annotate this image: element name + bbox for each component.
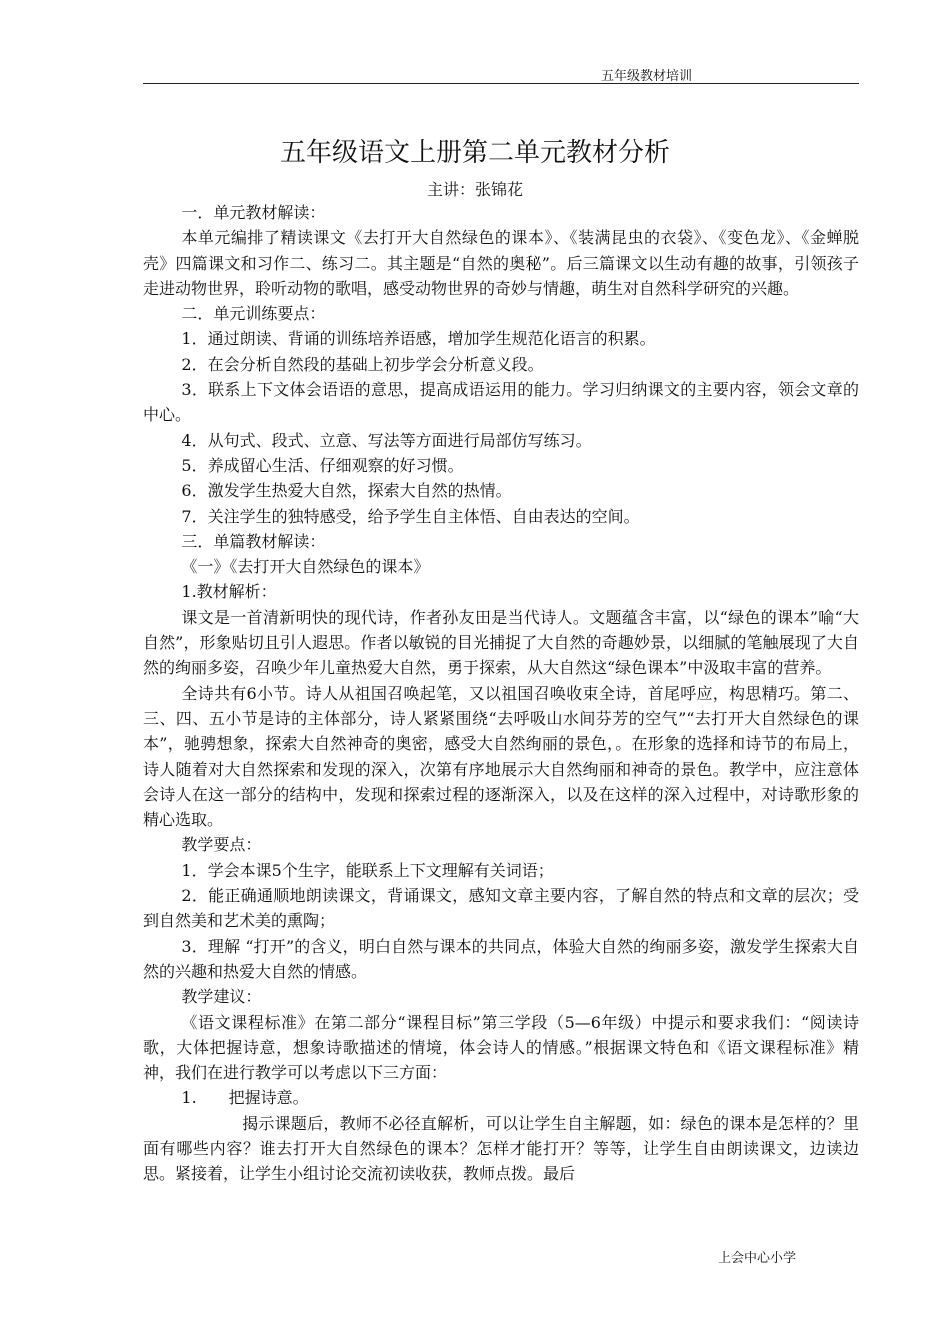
- page-header: 五年级教材培训: [600, 69, 692, 84]
- header-rule: [143, 83, 859, 84]
- section-heading: 三．单篇教材解读：: [181, 531, 326, 551]
- list-item: 1. 把握诗意。: [181, 1088, 309, 1108]
- list-item: 2．能正确通顺地朗读课文，背诵课文，感知文章主要内容，了解自然的特点和文章的层次；受到自然美和艺术美的熏陶；: [143, 886, 859, 931]
- document-body: [143, 200, 859, 1187]
- list-item: 6．激发学生热爱大自然，探索大自然的热情。: [181, 481, 512, 501]
- paragraph: 本单元编排了精读课文《去打开大自然绿色的课本》、《装满昆虫的衣袋》、《变色龙》、《金蝉脱壳》四篇课文和习作二、练习二。其主题是“自然的奥秘”。后三篇课文以生动有趣的故事，引领孩子走进动物世界，聆听动物的歌唱，感受动物世界的奇妙与情趣，萌生对自然科学研究的兴趣。: [143, 228, 859, 298]
- list-item: 7．关注学生的独特感受，给予学生自主体悟、自由表达的空间。: [181, 506, 640, 526]
- subsection-heading: 教学要点：: [181, 835, 262, 855]
- section-heading: 二．单元训练要点：: [181, 304, 326, 324]
- paragraph: 《语文课程标准》在第二部分“课程目标”第三学段（5—6年级）中提示和要求我们：“阅读诗歌，大体把握诗意，想象诗歌描述的情境，体会诗人的情感。”根据课文特色和《语文课程标准》精神，我们在进行教学可以考虑以下三方面：: [143, 1012, 859, 1083]
- list-item: 2．在会分析自然段的基础上初步学会分析意义段。: [181, 354, 544, 374]
- lesson-heading: 《一》《去打开大自然绿色的课本》: [181, 557, 430, 577]
- list-item: 3．理解 “打开”的含义，明白自然与课本的共同点，体验大自然的绚丽多姿，激发学生探索大自然的兴趣和热爱大自然的情感。: [143, 936, 859, 981]
- document-title: 五年级语文上册第二单元教材分析: [279, 138, 670, 168]
- paragraph: 揭示课题后，教师不必径直解析，可以让学生自主解题，如：绿色的课本是怎样的？里面有哪些内容？谁去打开大自然绿色的课本？怎样才能打开？等等，让学生自由朗读课文，边读边思。紧接着，让学生小组讨论交流初读收获，教师点拨。最后: [143, 1113, 859, 1184]
- list-item: 5．养成留心生活、仔细观察的好习惯。: [181, 455, 464, 475]
- page-footer: 上会中心小学: [718, 1251, 797, 1266]
- section-heading: 一．单元教材解读：: [181, 203, 326, 222]
- list-item: 3．联系上下文体会语语的意思，提高成语运用的能力。学习归纳课文的主要内容，领会文章的中心。: [143, 380, 859, 425]
- list-item: 4．从句式、段式、立意、写法等方面进行局部仿写练习。: [181, 430, 592, 450]
- list-item: 1．学会本课5个生字，能联系上下文理解有关词语；: [181, 860, 554, 880]
- document-subtitle: 主讲：张锦花: [426, 180, 523, 199]
- subsection-heading: 教学建议：: [181, 987, 262, 1007]
- subsection-heading: 1.教材解析：: [181, 582, 277, 602]
- list-item: 1．通过朗读、背诵的训练培养语感，增加学生规范化语言的积累。: [181, 329, 656, 349]
- paragraph: 课文是一首清新明快的现代诗，作者孙友田是当代诗人。文题蕴含丰富，以“绿色的课本”喻“大自然”，形象贴切且引人遐思。作者以敏锐的目光捕捉了大自然的奇趣妙景，以细腻的笔触展现了大自然的绚丽多姿，召唤少年儿童热爱大自然，勇于探索，从大自然这“绿色课本”中汲取丰富的营养。: [143, 607, 859, 678]
- paragraph: 全诗共有6小节。诗人从祖国召唤起笔，又以祖国召唤收束全诗，首尾呼应，构思精巧。第二、三、四、五小节是诗的主体部分，诗人紧紧围绕“去呼吸山水间芬芳的空气”“去打开大自然绿色的课本”，驰骋想象，探索大自然神奇的奥密，感受大自然绚丽的景色，。在形象的选择和诗节的布局上，诗人随着对大自然探索和发现的深入，次第有序地展示大自然绚丽和神奇的景色。教学中，应注意体会诗人在这一部分的结构中，发现和探索过程的逐渐深入，以及在这样的深入过程中，对诗歌形象的精心选取。: [143, 683, 859, 830]
